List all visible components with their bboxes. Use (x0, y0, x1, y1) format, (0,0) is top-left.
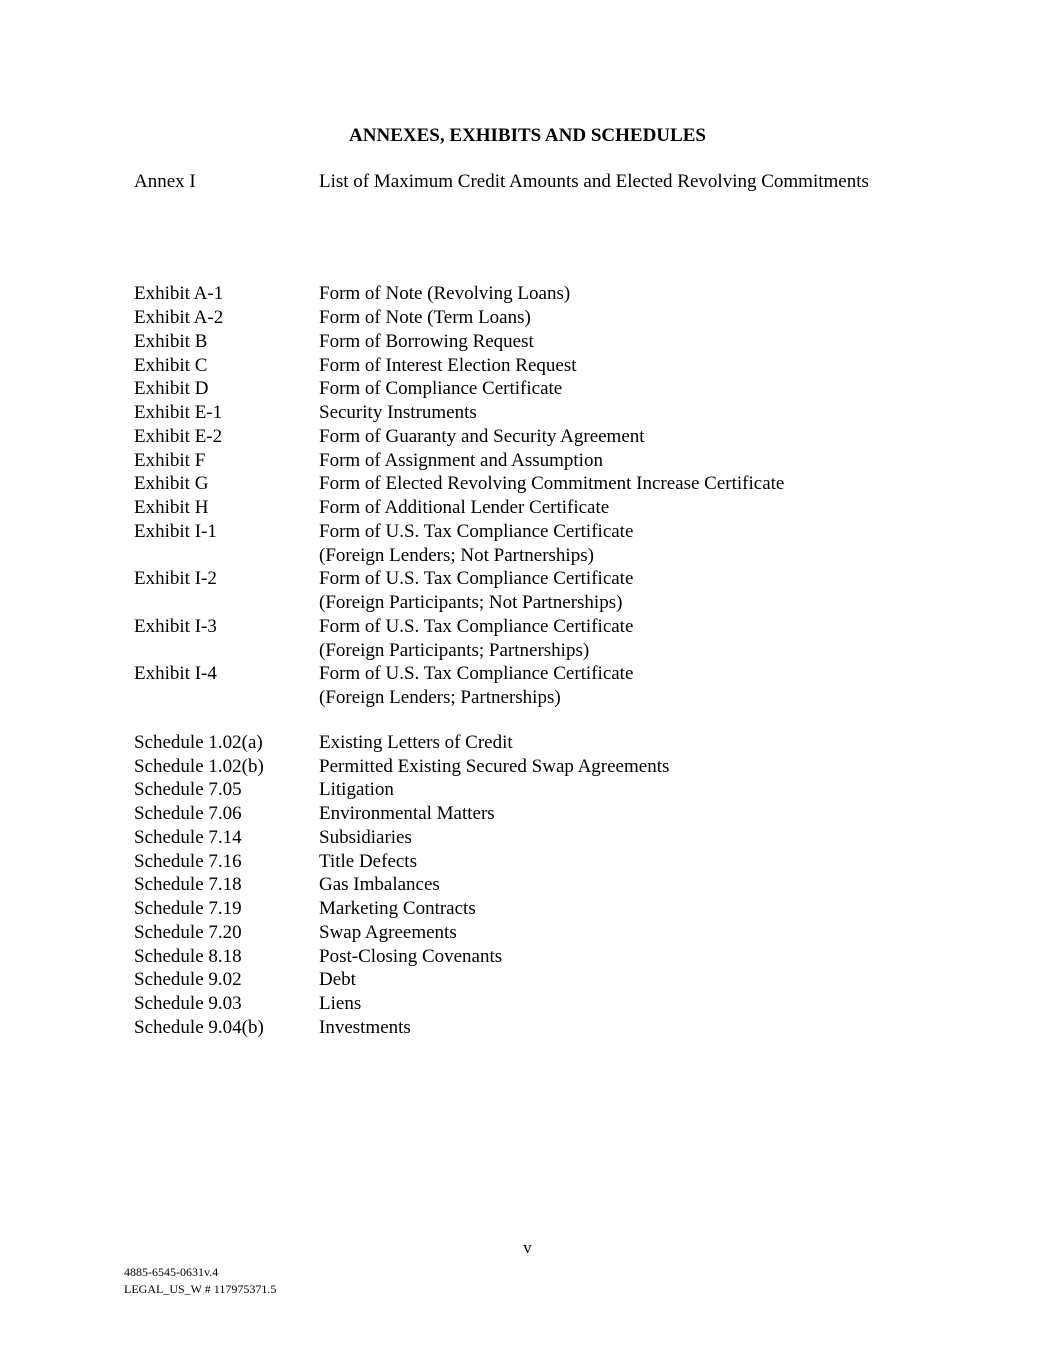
schedule-description: Post-Closing Covenants (319, 946, 503, 967)
exhibit-description: Form of U.S. Tax Compliance Certificate (319, 616, 634, 637)
exhibit-description: Form of Compliance Certificate (319, 378, 563, 399)
schedule-description: Marketing Contracts (319, 898, 476, 919)
schedule-label: Schedule 7.05 (134, 779, 242, 800)
exhibit-description: Form of Elected Revolving Commitment Increase Certificate (319, 473, 785, 494)
schedule-description: Liens (319, 993, 362, 1014)
footer-legal-id: LEGAL_US_W # 117975371.5 (124, 1282, 277, 1296)
schedule-description: Permitted Existing Secured Swap Agreements (319, 756, 670, 777)
annex-label: Annex I (134, 171, 196, 192)
schedule-label: Schedule 8.18 (134, 946, 242, 967)
page-title (0, 124, 1055, 148)
exhibit-label: Exhibit E-1 (134, 402, 223, 423)
schedule-description: Debt (319, 969, 356, 990)
schedule-label: Schedule 7.16 (134, 851, 242, 872)
exhibit-description: Security Instruments (319, 402, 477, 423)
exhibit-description: Form of U.S. Tax Compliance Certificate (319, 521, 634, 542)
exhibit-label: Exhibit G (134, 473, 209, 494)
page-title-text: ANNEXES, EXHIBITS AND SCHEDULES (349, 125, 706, 146)
exhibit-description: Form of Guaranty and Security Agreement (319, 426, 645, 447)
schedule-description: Subsidiaries (319, 827, 412, 848)
exhibit-description: Form of U.S. Tax Compliance Certificate (319, 568, 634, 589)
schedule-description: Litigation (319, 779, 394, 800)
exhibit-label: Exhibit E-2 (134, 426, 223, 447)
schedule-description: Environmental Matters (319, 803, 495, 824)
exhibit-description: Form of Assignment and Assumption (319, 450, 603, 471)
exhibit-description-line2: (Foreign Participants; Partnerships) (319, 640, 590, 661)
exhibit-description-line2: (Foreign Participants; Not Partnerships) (319, 592, 623, 613)
footer-doc-id: 4885-6545-0631v.4 (124, 1265, 219, 1279)
exhibit-label: Exhibit A-1 (134, 283, 224, 304)
exhibit-label: Exhibit I-4 (134, 663, 217, 684)
exhibit-description: Form of Additional Lender Certificate (319, 497, 610, 518)
schedule-description: Existing Letters of Credit (319, 732, 513, 753)
page-number: v (523, 1238, 532, 1257)
exhibit-description: Form of Borrowing Request (319, 331, 534, 352)
exhibit-description: Form of Interest Election Request (319, 355, 577, 376)
exhibit-label: Exhibit C (134, 355, 208, 376)
exhibit-label: Exhibit I-3 (134, 616, 217, 637)
exhibit-description: Form of Note (Revolving Loans) (319, 283, 571, 304)
annex-description: List of Maximum Credit Amounts and Elected Revolving Commitments (319, 171, 869, 192)
exhibit-label: Exhibit I-2 (134, 568, 217, 589)
schedule-description: Investments (319, 1017, 411, 1038)
schedule-label: Schedule 1.02(b) (134, 756, 264, 777)
schedule-label: Schedule 7.18 (134, 874, 242, 895)
schedule-description: Swap Agreements (319, 922, 457, 943)
exhibit-label: Exhibit D (134, 378, 209, 399)
schedule-label: Schedule 9.04(b) (134, 1017, 264, 1038)
schedule-label: Schedule 7.20 (134, 922, 242, 943)
exhibit-description: Form of U.S. Tax Compliance Certificate (319, 663, 634, 684)
exhibit-description: Form of Note (Term Loans) (319, 307, 531, 328)
schedule-description: Title Defects (319, 851, 417, 872)
schedule-description: Gas Imbalances (319, 874, 440, 895)
exhibit-label: Exhibit I-1 (134, 521, 217, 542)
exhibit-description-line2: (Foreign Lenders; Partnerships) (319, 687, 561, 708)
schedule-label: Schedule 7.19 (134, 898, 242, 919)
exhibit-label: Exhibit H (134, 497, 209, 518)
exhibit-label: Exhibit B (134, 331, 208, 352)
schedule-label: Schedule 1.02(a) (134, 732, 263, 753)
exhibit-description-line2: (Foreign Lenders; Not Partnerships) (319, 545, 594, 566)
exhibit-label: Exhibit F (134, 450, 206, 471)
schedule-label: Schedule 9.02 (134, 969, 242, 990)
exhibit-label: Exhibit A-2 (134, 307, 224, 328)
schedule-label: Schedule 7.14 (134, 827, 242, 848)
schedule-label: Schedule 7.06 (134, 803, 242, 824)
schedule-label: Schedule 9.03 (134, 993, 242, 1014)
